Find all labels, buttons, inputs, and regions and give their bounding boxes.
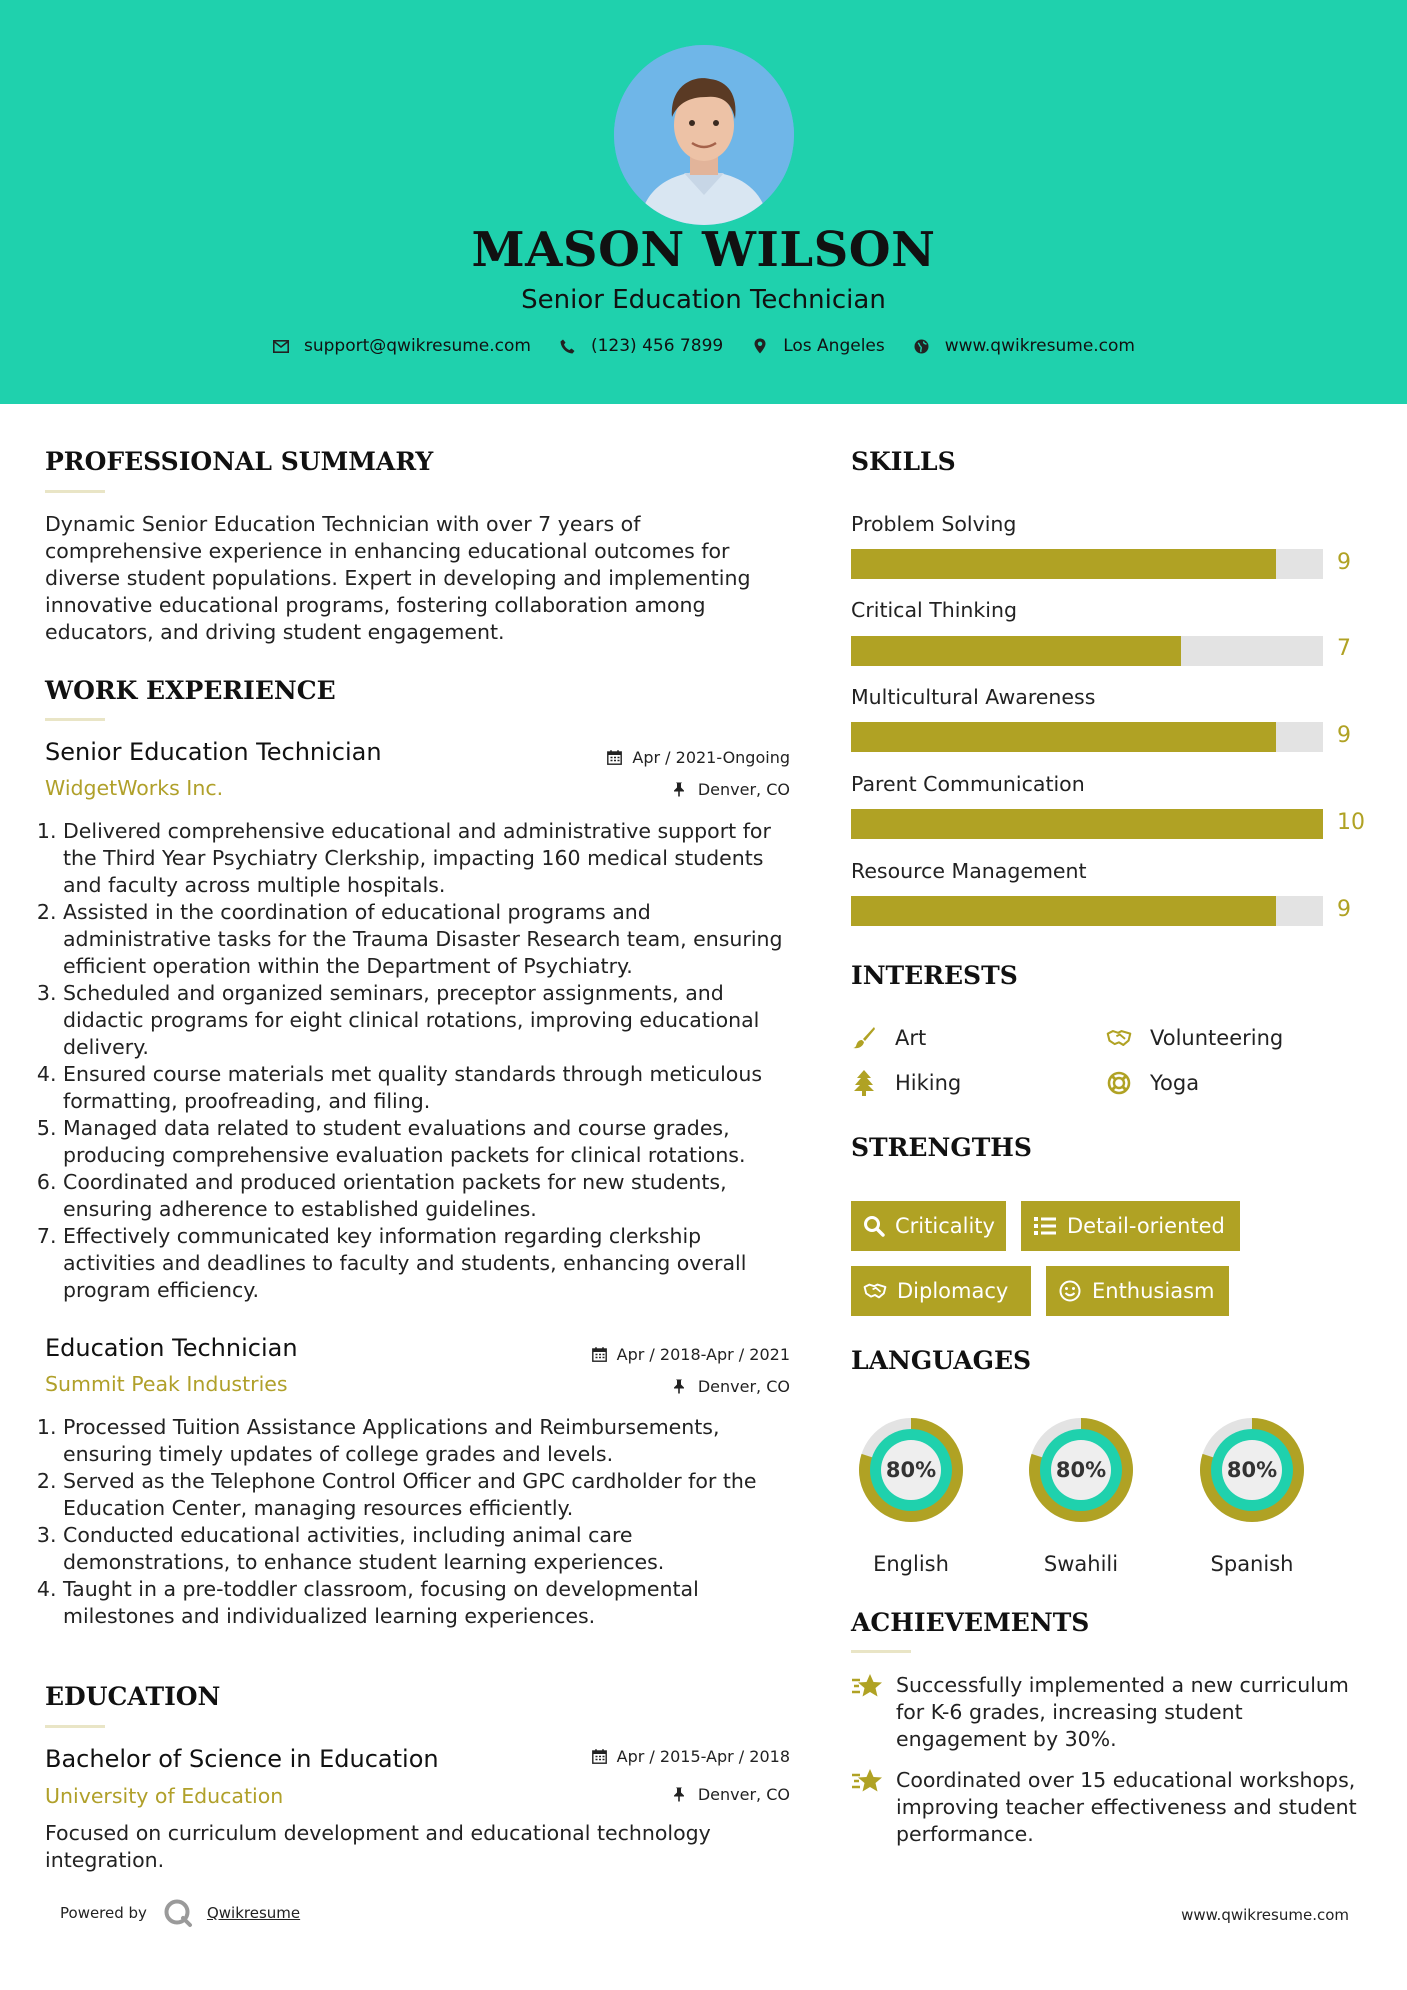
interest-item bbox=[1106, 1070, 1199, 1096]
interests-title: INTERESTS bbox=[851, 961, 1018, 990]
interest-item bbox=[851, 1025, 926, 1051]
job-date-text: Apr / 2021-Ongoing bbox=[632, 748, 790, 767]
pushpin-icon bbox=[673, 1787, 688, 1802]
achievement-text: Coordinated over 15 educational workshops, improving teacher effectiveness and student performance. bbox=[896, 1768, 1357, 1846]
education-date-text: Apr / 2015-Apr / 2018 bbox=[616, 1747, 790, 1766]
skill-name: Critical Thinking bbox=[851, 598, 1017, 622]
job-location-text: Denver, CO bbox=[697, 780, 790, 799]
list-item: 3. Scheduled and organized seminars, preceptor assignments, and didactic programs for eight clinical rotations, improving educational delivery. bbox=[63, 980, 800, 1061]
calendar-icon bbox=[592, 1749, 607, 1764]
achievement-item bbox=[851, 1767, 1371, 1848]
contact-website-text: www.qwikresume.com bbox=[944, 336, 1135, 356]
strength-label: Enthusiasm bbox=[1092, 1279, 1215, 1303]
skill-bar-fill bbox=[851, 896, 1276, 926]
pushpin-icon bbox=[673, 782, 688, 797]
interest-label: Yoga bbox=[1150, 1071, 1200, 1095]
skill-bar-fill bbox=[851, 809, 1323, 839]
job-title: Senior Education Technician bbox=[45, 738, 382, 766]
summary-title: PROFESSIONAL SUMMARY bbox=[45, 447, 434, 476]
footer-url[interactable]: www.qwikresume.com bbox=[1181, 1906, 1349, 1924]
achievements-divider bbox=[851, 1650, 911, 1653]
job-duties bbox=[45, 1414, 800, 1630]
education-divider bbox=[45, 1725, 105, 1728]
education-text: Focused on curriculum development and educational technology integration. bbox=[45, 1821, 711, 1872]
skill-bar-fill bbox=[851, 636, 1181, 666]
interest-label: Art bbox=[895, 1026, 927, 1050]
list-item: 4. Ensured course materials met quality standards through meticulous formatting, proofreading, and filing. bbox=[63, 1061, 800, 1115]
skill-bar-fill bbox=[851, 722, 1276, 752]
work-title: WORK EXPERIENCE bbox=[45, 676, 336, 705]
language-item bbox=[1021, 1410, 1141, 1576]
list-item: 3. Conducted educational activities, including animal care demonstrations, to enhance student learning experiences. bbox=[63, 1522, 800, 1576]
language-percent: 80% bbox=[885, 1458, 937, 1482]
skill-bar bbox=[851, 549, 1323, 579]
strength-tag bbox=[1021, 1201, 1240, 1251]
lifebuoy-icon bbox=[1106, 1070, 1132, 1096]
skill-bar bbox=[851, 636, 1323, 666]
job-date bbox=[607, 748, 790, 767]
education-school: University of Education bbox=[45, 1784, 284, 1808]
smile-icon bbox=[1058, 1279, 1082, 1303]
skill-value: 10 bbox=[1337, 810, 1365, 835]
language-percent: 80% bbox=[1055, 1458, 1107, 1482]
handshake-icon bbox=[1106, 1025, 1132, 1051]
job-location-text: Denver, CO bbox=[697, 1377, 790, 1396]
skills-title: SKILLS bbox=[851, 447, 956, 476]
paintbrush-icon bbox=[851, 1025, 877, 1051]
language-name: Spanish bbox=[1210, 1552, 1294, 1576]
calendar-icon bbox=[592, 1347, 607, 1362]
work-divider bbox=[45, 718, 105, 721]
handshake-icon bbox=[863, 1279, 887, 1303]
job-location bbox=[673, 1377, 790, 1396]
achievement-item bbox=[851, 1672, 1371, 1753]
interest-item bbox=[1106, 1025, 1283, 1051]
strength-tag bbox=[851, 1266, 1031, 1316]
contact-phone[interactable] bbox=[559, 336, 723, 356]
contact-phone-text: (123) 456 7899 bbox=[590, 336, 724, 356]
contact-email[interactable] bbox=[272, 336, 531, 356]
list-item: 2. Served as the Telephone Control Officer and GPC cardholder for the Education Center, managing resources efficiently. bbox=[63, 1468, 800, 1522]
list-item: 1. Delivered comprehensive educational and administrative support for the Third Year Psychiatry Clerkship, impacting 160 medical students and faculty across multiple hospitals. bbox=[63, 818, 800, 899]
job-date-text: Apr / 2018-Apr / 2021 bbox=[616, 1345, 790, 1364]
phone-icon bbox=[559, 337, 577, 355]
skill-name: Parent Communication bbox=[851, 772, 1085, 796]
job-location bbox=[673, 780, 790, 799]
strength-label: Detail-oriented bbox=[1067, 1214, 1225, 1238]
list-item: 4. Taught in a pre-toddler classroom, focusing on developmental milestones and individualized learning experiences. bbox=[63, 1576, 800, 1630]
education-location bbox=[673, 1785, 790, 1804]
education-title: EDUCATION bbox=[45, 1682, 221, 1711]
powered-by-text: Powered by bbox=[60, 1904, 147, 1922]
skill-bar-fill bbox=[851, 549, 1276, 579]
avatar bbox=[614, 45, 794, 225]
job-date bbox=[592, 1345, 790, 1364]
map-pin-icon bbox=[751, 337, 769, 355]
summary-text: Dynamic Senior Education Technician with over 7 years of comprehensive experience in enhancing educational outcomes for diverse student populations. Expert in developing and implementing innovative educational programs, fostering collaboration among educators, and driving student engagement. bbox=[45, 512, 751, 644]
skill-value: 9 bbox=[1337, 550, 1351, 575]
search-icon bbox=[863, 1214, 885, 1238]
strength-tag bbox=[851, 1201, 1006, 1251]
summary-divider bbox=[45, 490, 105, 493]
candidate-name: MASON WILSON bbox=[471, 222, 936, 278]
interest-label: Volunteering bbox=[1150, 1026, 1284, 1050]
list-item: 2. Assisted in the coordination of educational programs and administrative tasks for the Trauma Disaster Research team, ensuring efficient operation within the Department of Psychiatry. bbox=[63, 899, 800, 980]
language-item bbox=[1192, 1410, 1312, 1576]
skill-bar bbox=[851, 896, 1323, 926]
job-company: Summit Peak Industries bbox=[45, 1372, 288, 1396]
skill-bar bbox=[851, 722, 1323, 752]
language-percent: 80% bbox=[1226, 1458, 1278, 1482]
skill-value: 9 bbox=[1337, 723, 1351, 748]
brand-link[interactable]: Qwikresume bbox=[206, 1904, 301, 1922]
language-item bbox=[851, 1410, 971, 1576]
list-item: 5. Managed data related to student evaluations and course grades, producing comprehensive evaluation packets for clinical rotations. bbox=[63, 1115, 800, 1169]
contact-location bbox=[751, 336, 885, 356]
envelope-icon bbox=[272, 337, 290, 355]
skill-bar bbox=[851, 809, 1323, 839]
interest-item bbox=[851, 1070, 961, 1096]
interest-label: Hiking bbox=[895, 1071, 962, 1095]
education-date bbox=[592, 1747, 790, 1766]
skill-value: 9 bbox=[1337, 897, 1351, 922]
strength-tag bbox=[1046, 1266, 1229, 1316]
header-banner bbox=[0, 0, 1407, 404]
strength-label: Criticality bbox=[895, 1214, 995, 1238]
skill-value: 7 bbox=[1337, 636, 1351, 661]
globe-icon bbox=[913, 337, 931, 355]
achievements-title: ACHIEVEMENTS bbox=[851, 1608, 1090, 1637]
calendar-icon bbox=[607, 750, 622, 765]
list-item: 1. Processed Tuition Assistance Applications and Reimbursements, ensuring timely updates of college grades and levels. bbox=[63, 1414, 800, 1468]
star-badge-icon bbox=[851, 1670, 883, 1702]
pushpin-icon bbox=[673, 1379, 688, 1394]
strengths-title: STRENGTHS bbox=[851, 1133, 1032, 1162]
list-item: 7. Effectively communicated key information regarding clerkship activities and deadlines to faculty and students, enhancing overall program efficiency. bbox=[63, 1223, 800, 1304]
contact-email-text: support@qwikresume.com bbox=[304, 336, 531, 356]
job-title: Education Technician bbox=[45, 1334, 298, 1362]
profile-photo bbox=[614, 45, 794, 225]
languages-title: LANGUAGES bbox=[851, 1346, 1032, 1375]
job-duties bbox=[45, 818, 800, 1304]
language-name: English bbox=[873, 1552, 949, 1576]
qwikresume-logo-icon bbox=[163, 1898, 193, 1928]
language-name: Swahili bbox=[1043, 1552, 1119, 1576]
list-icon bbox=[1033, 1214, 1057, 1238]
skill-name: Problem Solving bbox=[851, 512, 1017, 536]
contact-website[interactable] bbox=[913, 336, 1135, 356]
tree-icon bbox=[851, 1070, 877, 1096]
footer-powered-by bbox=[60, 1898, 300, 1928]
education-degree: Bachelor of Science in Education bbox=[45, 1745, 439, 1773]
skill-name: Resource Management bbox=[851, 859, 1087, 883]
job-company: WidgetWorks Inc. bbox=[45, 776, 224, 800]
skill-name: Multicultural Awareness bbox=[851, 685, 1096, 709]
contact-bar bbox=[0, 336, 1407, 356]
strength-label: Diplomacy bbox=[897, 1279, 1009, 1303]
list-item: 6. Coordinated and produced orientation packets for new students, ensuring adherence to established guidelines. bbox=[63, 1169, 800, 1223]
star-badge-icon bbox=[851, 1765, 883, 1797]
achievement-text: Successfully implemented a new curriculum for K-6 grades, increasing student engagement by 30%. bbox=[896, 1673, 1349, 1751]
education-location-text: Denver, CO bbox=[697, 1785, 790, 1804]
contact-location-text: Los Angeles bbox=[783, 336, 885, 356]
candidate-role: Senior Education Technician bbox=[521, 285, 886, 315]
